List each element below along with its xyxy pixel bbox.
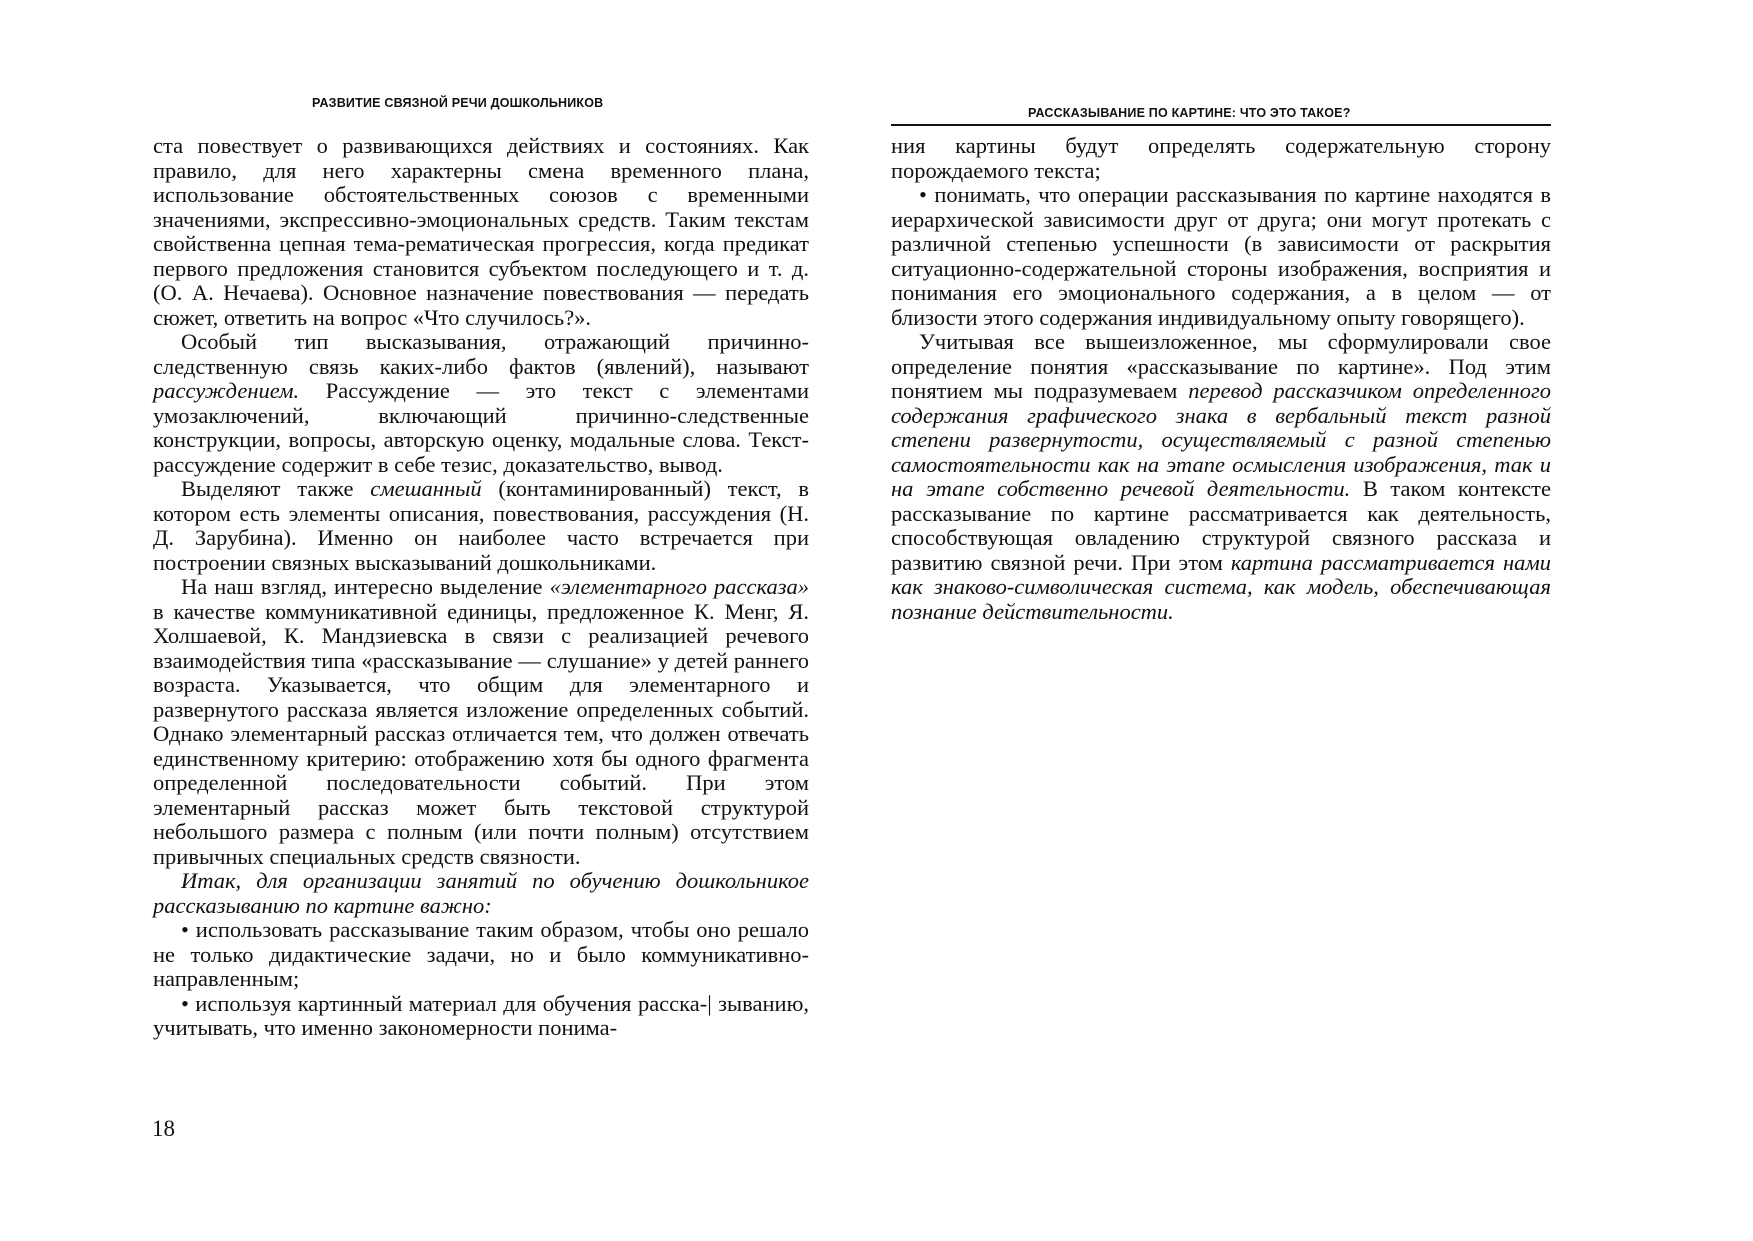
paragraph [153,869,809,918]
text-run: • используя картинный материал для обучения расска-| зыванию, учитывать, что именно закономерности понима- [153,990,809,1040]
text-run: (контаминированный) текст, в котором есть элементы описания, повествования, рассуждения (Н. Д. Зарубина). Именно он наиболее часто встречается при построении связных высказываний дошкольниками. [153,476,809,575]
italic-text: картина рассматривается нами как знаково-символическая система, как модель, обеспечивающая познание действительности. [891,549,1551,624]
running-head-left: РАЗВИТИЕ СВЯЗНОЙ РЕЧИ ДОШКОЛЬНИКОВ [312,96,604,110]
paragraph [153,134,809,330]
text-run: На наш взгляд, интересно выделение [181,574,550,599]
paragraph [891,330,1551,624]
header-rule [891,124,1551,126]
italic-text: смешанный [370,476,482,501]
text-run: Учитывая все вышеизложенное, мы сформулировали свое определение понятия «рассказывание по картине». Под этим понятием мы подразумеваем [891,329,1551,403]
left-text-column [153,134,809,1041]
italic-text: рассуждением. [153,378,300,403]
italic-text: «элементарного рассказа» [549,574,809,599]
text-run: • использовать рассказывание таким образом, чтобы оно решало не только дидактические задачи, но и было коммуникативно-направленным; [153,917,809,991]
paragraph [153,330,809,477]
bullet-paragraph [153,918,809,992]
text-run: в качестве коммуникативной единицы, предложенное К. Менг, Я. Холшаевой, К. Мандзиевска в связи с реализацией речевого взаимодействия типа «рассказывание — слушание» у детей раннего возраста. Указывается, что общим для элементарного и развернутого рассказа является изложение определенных событий. Однако элементарный рассказ отличается тем, что должен отвечать единственному критерию: отображению хотя бы одного фрагмента определенной последовательности событий. При этом элементарный рассказ может быть текстовой структурой небольшого размера с полным (или почти полным) отсутствием привычных специальных средств связности. [153,598,809,869]
paragraph [153,575,809,869]
paragraph [153,477,809,575]
text-run: Рассуждение — это текст с элементами умозаключений, включающий причинно-следственные конструкции, вопросы, авторскую оценку, модальные слова. Текст-рассуждение содержит в себе тезис, доказательство, вывод. [153,378,809,477]
text-run: В таком контексте рассказывание по картине рассматривается как деятельность, способствующая овладению структурой связного рассказа и развитию связной речи. При этом [891,476,1551,575]
text-run: ста повествует о развивающихся действиях и состояниях. Как правило, для него характерны смена временного плана, использование обстоятельственных союзов с временными значениями, экспрессивно-эмоциональных средств. Таким текстам свойственна цепная тема-рематическая прогрессия, когда предикат первого предложения становится субъектом последующего и т. д. (О. А. Нечаева). Основное назначение повествования — передать сюжет, ответить на вопрос «Что случилось?». [153,133,809,330]
italic-text: Итак, для организации занятий по обучению дошкольникое рассказыванию по картине важно: [153,868,809,918]
text-run: ния картины будут определять содержательную сторону порождаемого текста; [891,133,1551,183]
page-number: 18 [152,1116,175,1141]
paragraph [891,134,1551,183]
text-run: • понимать, что операции рассказывания по картине находятся в иерархической зависимости друг от друга; они могут протекать с различной степенью успешности (в зависимости от раскрытия ситуационно-содержательной стороны изображения, восприятия и понимания его эмоционального содержания, а в целом — от близости этого содержания индивидуальному опыту говорящего). [891,182,1551,330]
text-run: Особый тип высказывания, отражающий причинно-следственную связь каких-либо фактов (явлений), называют [153,329,809,379]
right-page [876,0,1753,1241]
right-text-column [891,134,1551,624]
text-run: Выделяют также [181,476,371,501]
left-page [0,0,876,1241]
running-head-right: РАССКАЗЫВАНИЕ ПО КАРТИНЕ: ЧТО ЭТО ТАКОЕ? [1028,106,1351,120]
bullet-paragraph [891,183,1551,330]
italic-text: перевод рассказчиком определенного содержания графического знака в вербальный текст разной степени развернутости, осуществляемый с разной степенью самостоятельности как на этапе осмысления изображения, так и на этапе собственно речевой деятельности. [891,378,1551,501]
bullet-paragraph [153,992,809,1041]
